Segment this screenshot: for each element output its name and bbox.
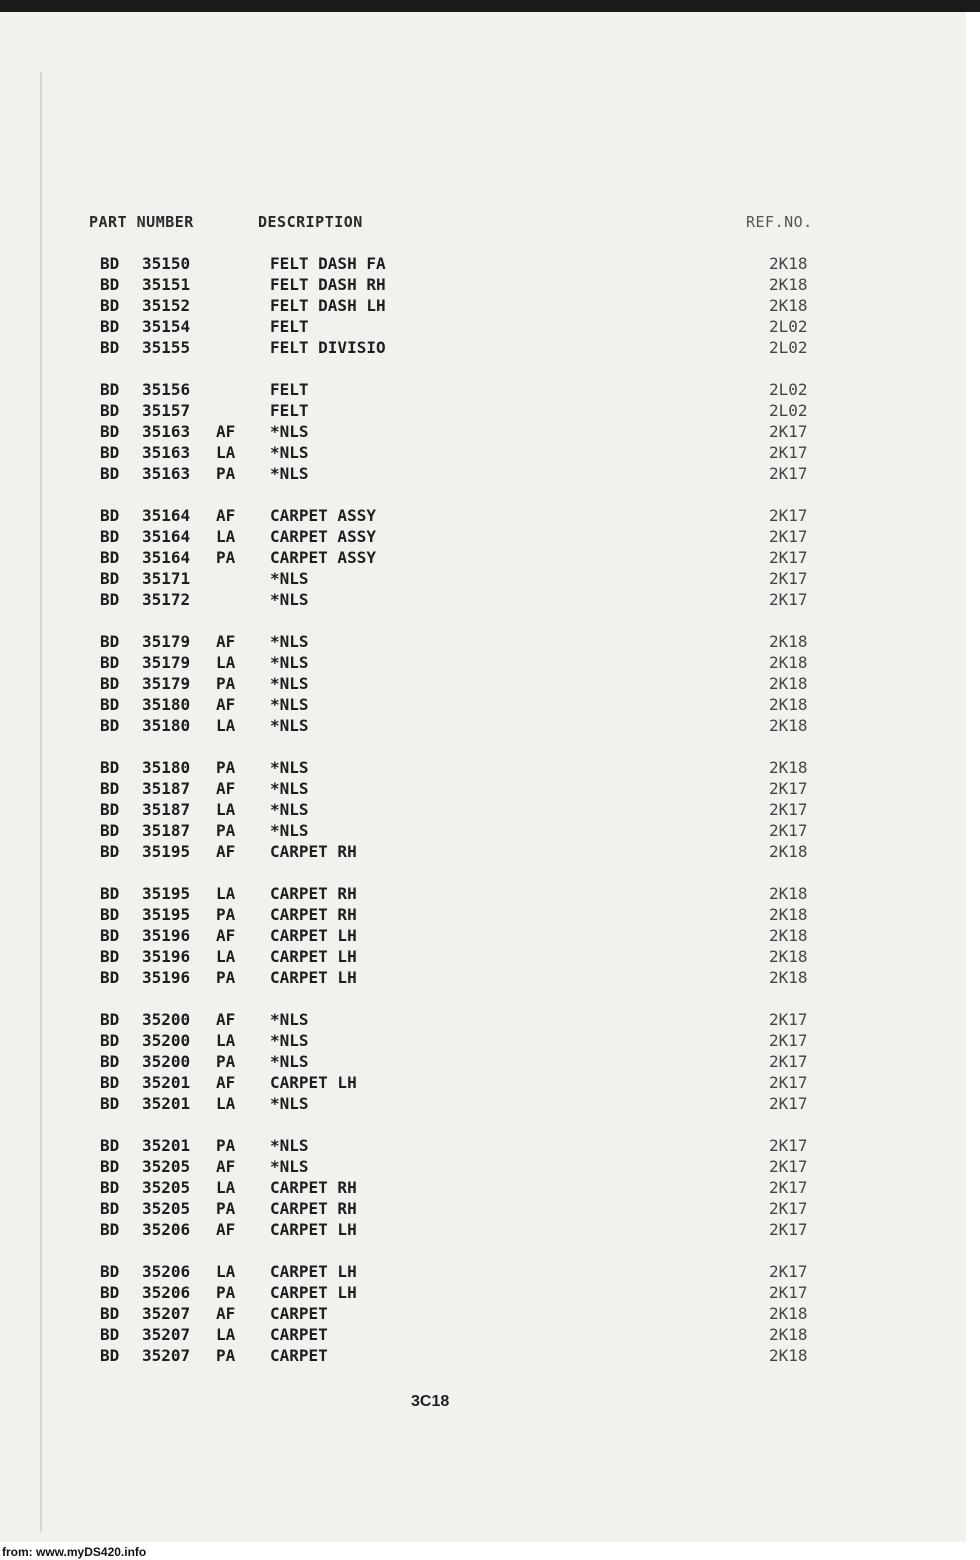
ref-number: 2K18 [769, 296, 808, 315]
table-row [0, 842, 966, 863]
parts-group [0, 1010, 966, 1115]
table-row [0, 1325, 966, 1346]
part-prefix: BD [100, 464, 120, 483]
part-suffix: LA [216, 527, 236, 546]
part-prefix: BD [100, 884, 120, 903]
table-row [0, 422, 966, 443]
part-description: *NLS [270, 758, 309, 777]
ref-number: 2K18 [769, 758, 808, 777]
parts-group [0, 1136, 966, 1241]
part-suffix: PA [216, 758, 236, 777]
part-description: *NLS [270, 1094, 309, 1113]
part-prefix: BD [100, 695, 120, 714]
part-number: 35206 [142, 1262, 191, 1281]
part-number: 35180 [142, 758, 191, 777]
part-description: CARPET RH [270, 905, 357, 924]
table-row [0, 443, 966, 464]
page-code: 3C18 [411, 1393, 450, 1410]
part-description: *NLS [270, 653, 309, 672]
part-prefix: BD [100, 548, 120, 567]
part-number: 35151 [142, 275, 191, 294]
part-description: CARPET LH [270, 947, 357, 966]
part-description: CARPET RH [270, 1178, 357, 1197]
part-prefix: BD [100, 506, 120, 525]
table-row [0, 1283, 966, 1304]
table-row [0, 947, 966, 968]
table-row [0, 275, 966, 296]
part-description: FELT DASH RH [270, 275, 386, 294]
table-row [0, 674, 966, 695]
table-row [0, 569, 966, 590]
ref-number: 2L02 [769, 338, 808, 357]
part-prefix: BD [100, 527, 120, 546]
part-description: CARPET LH [270, 926, 357, 945]
part-prefix: BD [100, 401, 120, 420]
table-row [0, 1073, 966, 1094]
part-description: FELT [270, 401, 309, 420]
part-prefix: BD [100, 926, 120, 945]
parts-group [0, 884, 966, 989]
part-description: *NLS [270, 422, 309, 441]
part-suffix: PA [216, 548, 236, 567]
header-description: DESCRIPTION [258, 213, 363, 231]
part-prefix: BD [100, 1094, 120, 1113]
table-row [0, 632, 966, 653]
ref-number: 2K17 [769, 548, 808, 567]
part-prefix: BD [100, 1304, 120, 1323]
part-description: CARPET [270, 1304, 328, 1323]
part-description: *NLS [270, 1010, 309, 1029]
part-description: CARPET [270, 1325, 328, 1344]
document-page [0, 12, 966, 1542]
table-row [0, 527, 966, 548]
part-suffix: LA [216, 947, 236, 966]
part-number: 35206 [142, 1220, 191, 1239]
ref-number: 2K17 [769, 1262, 808, 1281]
part-number: 35187 [142, 779, 191, 798]
part-description: *NLS [270, 800, 309, 819]
part-number: 35200 [142, 1031, 191, 1050]
part-description: FELT [270, 380, 309, 399]
part-prefix: BD [100, 1052, 120, 1071]
part-description: CARPET RH [270, 884, 357, 903]
part-description: *NLS [270, 569, 309, 588]
part-description: *NLS [270, 695, 309, 714]
part-suffix: AF [216, 779, 236, 798]
part-number: 35179 [142, 653, 191, 672]
ref-number: 2K17 [769, 1073, 808, 1092]
ref-number: 2K18 [769, 632, 808, 651]
part-suffix: AF [216, 632, 236, 651]
table-row [0, 1010, 966, 1031]
ref-number: 2K17 [769, 800, 808, 819]
part-number: 35206 [142, 1283, 191, 1302]
part-suffix: PA [216, 821, 236, 840]
part-suffix: LA [216, 653, 236, 672]
part-description: CARPET ASSY [270, 506, 376, 525]
part-number: 35163 [142, 422, 191, 441]
part-suffix: AF [216, 1010, 236, 1029]
parts-group [0, 254, 966, 359]
part-prefix: BD [100, 380, 120, 399]
part-prefix: BD [100, 1220, 120, 1239]
part-number: 35205 [142, 1199, 191, 1218]
table-row [0, 296, 966, 317]
part-prefix: BD [100, 779, 120, 798]
part-description: CARPET LH [270, 968, 357, 987]
ref-number: 2K18 [769, 968, 808, 987]
ref-number: 2K17 [769, 1094, 808, 1113]
ref-number: 2K17 [769, 1283, 808, 1302]
footer-strip [0, 1542, 980, 1560]
scan-edge [966, 12, 980, 1560]
part-number: 35201 [142, 1136, 191, 1155]
table-row [0, 758, 966, 779]
table-row [0, 1178, 966, 1199]
part-number: 35164 [142, 506, 191, 525]
part-description: FELT DASH FA [270, 254, 386, 273]
table-row [0, 653, 966, 674]
part-number: 35195 [142, 842, 191, 861]
part-description: *NLS [270, 464, 309, 483]
part-suffix: AF [216, 506, 236, 525]
part-prefix: BD [100, 716, 120, 735]
part-description: *NLS [270, 821, 309, 840]
part-number: 35163 [142, 443, 191, 462]
ref-number: 2K17 [769, 1220, 808, 1239]
part-prefix: BD [100, 296, 120, 315]
ref-number: 2K17 [769, 506, 808, 525]
part-description: CARPET RH [270, 1199, 357, 1218]
part-suffix: LA [216, 1325, 236, 1344]
part-number: 35200 [142, 1052, 191, 1071]
table-row [0, 548, 966, 569]
ref-number: 2K18 [769, 1346, 808, 1365]
part-suffix: AF [216, 422, 236, 441]
ref-number: 2K18 [769, 905, 808, 924]
parts-group [0, 506, 966, 611]
part-prefix: BD [100, 821, 120, 840]
part-prefix: BD [100, 1346, 120, 1365]
source-footer: from: www.myDS420.info [2, 1545, 147, 1559]
part-prefix: BD [100, 632, 120, 651]
table-row [0, 905, 966, 926]
table-row [0, 1157, 966, 1178]
part-prefix: BD [100, 1010, 120, 1029]
ref-number: 2K18 [769, 1325, 808, 1344]
part-number: 35179 [142, 632, 191, 651]
part-prefix: BD [100, 758, 120, 777]
table-row [0, 821, 966, 842]
parts-list [0, 254, 966, 1388]
ref-number: 2K18 [769, 1304, 808, 1323]
part-suffix: LA [216, 443, 236, 462]
part-number: 35207 [142, 1346, 191, 1365]
part-description: CARPET [270, 1346, 328, 1365]
part-description: CARPET RH [270, 842, 357, 861]
part-number: 35172 [142, 590, 191, 609]
part-description: *NLS [270, 632, 309, 651]
part-number: 35196 [142, 926, 191, 945]
part-number: 35163 [142, 464, 191, 483]
ref-number: 2K17 [769, 1052, 808, 1071]
table-row [0, 800, 966, 821]
part-description: CARPET LH [270, 1073, 357, 1092]
table-row [0, 590, 966, 611]
table-row [0, 506, 966, 527]
part-prefix: BD [100, 443, 120, 462]
part-prefix: BD [100, 800, 120, 819]
part-suffix: PA [216, 905, 236, 924]
part-prefix: BD [100, 338, 120, 357]
ref-number: 2K18 [769, 254, 808, 273]
parts-group [0, 1262, 966, 1367]
ref-number: 2L02 [769, 317, 808, 336]
part-suffix: PA [216, 1136, 236, 1155]
part-suffix: AF [216, 1073, 236, 1092]
table-row [0, 695, 966, 716]
part-prefix: BD [100, 1136, 120, 1155]
parts-group [0, 632, 966, 737]
ref-number: 2K17 [769, 1157, 808, 1176]
part-suffix: AF [216, 1304, 236, 1323]
ref-number: 2K17 [769, 590, 808, 609]
part-prefix: BD [100, 254, 120, 273]
part-description: *NLS [270, 1052, 309, 1071]
part-prefix: BD [100, 1073, 120, 1092]
ref-number: 2K17 [769, 569, 808, 588]
ref-number: 2K18 [769, 275, 808, 294]
table-row [0, 1136, 966, 1157]
table-row [0, 338, 966, 359]
part-suffix: AF [216, 926, 236, 945]
table-row [0, 254, 966, 275]
part-description: *NLS [270, 443, 309, 462]
part-number: 35180 [142, 716, 191, 735]
parts-group [0, 380, 966, 485]
part-prefix: BD [100, 1178, 120, 1197]
part-prefix: BD [100, 422, 120, 441]
part-description: *NLS [270, 779, 309, 798]
table-row [0, 779, 966, 800]
part-prefix: BD [100, 1157, 120, 1176]
part-number: 35180 [142, 695, 191, 714]
part-suffix: LA [216, 716, 236, 735]
part-prefix: BD [100, 1325, 120, 1344]
part-suffix: LA [216, 1031, 236, 1050]
part-prefix: BD [100, 674, 120, 693]
part-number: 35152 [142, 296, 191, 315]
ref-number: 2K18 [769, 695, 808, 714]
ref-number: 2K17 [769, 1010, 808, 1029]
part-number: 35155 [142, 338, 191, 357]
part-suffix: PA [216, 1052, 236, 1071]
part-prefix: BD [100, 905, 120, 924]
ref-number: 2K18 [769, 842, 808, 861]
part-description: CARPET LH [270, 1262, 357, 1281]
table-row [0, 1031, 966, 1052]
table-row [0, 401, 966, 422]
part-number: 35156 [142, 380, 191, 399]
ref-number: 2K17 [769, 1031, 808, 1050]
table-row [0, 1199, 966, 1220]
ref-number: 2L02 [769, 380, 808, 399]
ref-number: 2K18 [769, 884, 808, 903]
part-number: 35201 [142, 1094, 191, 1113]
part-prefix: BD [100, 317, 120, 336]
part-number: 35171 [142, 569, 191, 588]
part-suffix: PA [216, 1199, 236, 1218]
table-row [0, 464, 966, 485]
part-suffix: LA [216, 884, 236, 903]
part-description: *NLS [270, 1136, 309, 1155]
table-row [0, 1346, 966, 1367]
part-number: 35201 [142, 1073, 191, 1092]
part-prefix: BD [100, 1262, 120, 1281]
part-number: 35187 [142, 821, 191, 840]
part-number: 35200 [142, 1010, 191, 1029]
ref-number: 2K17 [769, 527, 808, 546]
ref-number: 2K17 [769, 821, 808, 840]
part-prefix: BD [100, 1031, 120, 1050]
part-suffix: LA [216, 800, 236, 819]
part-suffix: AF [216, 1220, 236, 1239]
part-prefix: BD [100, 842, 120, 861]
part-description: *NLS [270, 674, 309, 693]
part-description: CARPET LH [270, 1220, 357, 1239]
ref-number: 2K17 [769, 779, 808, 798]
ref-number: 2K18 [769, 653, 808, 672]
ref-number: 2K18 [769, 947, 808, 966]
part-suffix: PA [216, 674, 236, 693]
part-number: 35207 [142, 1325, 191, 1344]
part-description: FELT [270, 317, 309, 336]
part-description: *NLS [270, 716, 309, 735]
ref-number: 2K18 [769, 926, 808, 945]
part-description: FELT DIVISIO [270, 338, 386, 357]
part-prefix: BD [100, 590, 120, 609]
part-description: *NLS [270, 590, 309, 609]
ref-number: 2K17 [769, 464, 808, 483]
part-number: 35195 [142, 884, 191, 903]
part-suffix: PA [216, 968, 236, 987]
part-number: 35154 [142, 317, 191, 336]
part-prefix: BD [100, 275, 120, 294]
ref-number: 2K18 [769, 674, 808, 693]
table-row [0, 1304, 966, 1325]
table-row [0, 968, 966, 989]
header-part-number: PART NUMBER [89, 213, 194, 231]
part-number: 35196 [142, 947, 191, 966]
ref-number: 2K18 [769, 716, 808, 735]
part-number: 35164 [142, 548, 191, 567]
part-description: CARPET ASSY [270, 527, 376, 546]
part-suffix: LA [216, 1262, 236, 1281]
ref-number: 2K17 [769, 443, 808, 462]
table-row [0, 1220, 966, 1241]
header-ref-no: REF.NO. [746, 213, 813, 231]
table-row [0, 1094, 966, 1115]
table-row [0, 317, 966, 338]
ref-number: 2K17 [769, 1178, 808, 1197]
part-prefix: BD [100, 653, 120, 672]
part-suffix: AF [216, 842, 236, 861]
ref-number: 2K17 [769, 1136, 808, 1155]
table-row [0, 1262, 966, 1283]
table-row [0, 380, 966, 401]
part-description: *NLS [270, 1157, 309, 1176]
part-suffix: PA [216, 1283, 236, 1302]
part-suffix: AF [216, 1157, 236, 1176]
part-number: 35205 [142, 1157, 191, 1176]
ref-number: 2L02 [769, 401, 808, 420]
part-description: FELT DASH LH [270, 296, 386, 315]
part-number: 35187 [142, 800, 191, 819]
part-prefix: BD [100, 947, 120, 966]
part-number: 35195 [142, 905, 191, 924]
part-prefix: BD [100, 1199, 120, 1218]
part-suffix: LA [216, 1094, 236, 1113]
table-row [0, 884, 966, 905]
table-row [0, 1052, 966, 1073]
part-suffix: PA [216, 1346, 236, 1365]
part-description: CARPET LH [270, 1283, 357, 1302]
ref-number: 2K17 [769, 1199, 808, 1218]
part-number: 35157 [142, 401, 191, 420]
part-description: CARPET ASSY [270, 548, 376, 567]
part-number: 35196 [142, 968, 191, 987]
part-number: 35150 [142, 254, 191, 273]
part-prefix: BD [100, 569, 120, 588]
parts-group [0, 758, 966, 863]
table-row [0, 716, 966, 737]
part-number: 35205 [142, 1178, 191, 1197]
part-number: 35179 [142, 674, 191, 693]
part-description: *NLS [270, 1031, 309, 1050]
part-number: 35164 [142, 527, 191, 546]
ref-number: 2K17 [769, 422, 808, 441]
part-number: 35207 [142, 1304, 191, 1323]
part-suffix: LA [216, 1178, 236, 1197]
table-row [0, 926, 966, 947]
part-suffix: PA [216, 464, 236, 483]
part-suffix: AF [216, 695, 236, 714]
part-prefix: BD [100, 1283, 120, 1302]
part-prefix: BD [100, 968, 120, 987]
